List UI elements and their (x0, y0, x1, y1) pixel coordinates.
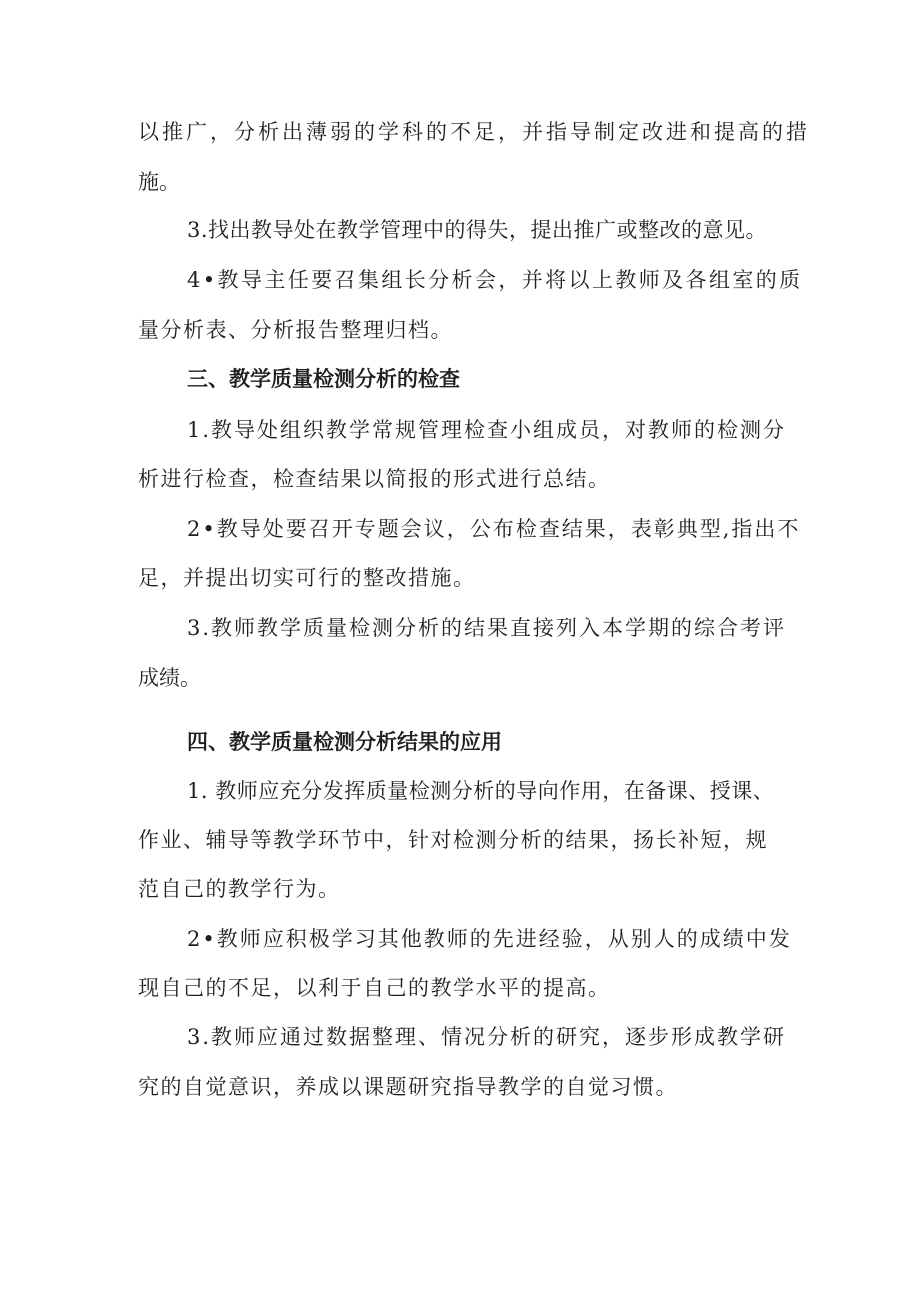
text-line: 成绩。 (138, 666, 201, 690)
text-line: 1.教导处组织教学常规管理检查小组成员，对教师的检测分 (187, 418, 787, 442)
text-line: 足，并提出切实可行的整改措施。 (138, 566, 476, 590)
text-line: 究的自觉意识，养成以课题研究指导教学的自觉习惯。 (138, 1075, 678, 1099)
text-line: 量分析表、分析报告整理归档。 (138, 318, 453, 342)
text-line: 3.教师教学质量检测分析的结果直接列入本学期的综合考评 (187, 616, 787, 640)
text-line: 2•教导处要召开专题会议，公布检查结果，表彰典型,指出不 (187, 517, 801, 541)
text-line: 3.教师应通过数据整理、情况分析的研究，逐步形成教学研 (187, 1025, 787, 1049)
text-line: 范自己的教学行为。 (138, 877, 341, 901)
text-line: 作业、辅导等教学环节中，针对检测分析的结果，扬长补短，规 (138, 828, 768, 852)
section-heading: 三、教学质量检测分析的检查 (187, 367, 460, 391)
text-line: 以推广，分析出薄弱的学科的不足，并指导制定改进和提高的措 (138, 120, 810, 144)
text-line: 3.找出教导处在教学管理中的得失，提出推广或整改的意见。 (187, 218, 768, 242)
text-line: 2•教师应积极学习其他教师的先进经验，从别人的成绩中发 (187, 927, 792, 951)
text-line: 1. 教师应充分发挥质量检测分析的导向作用，在备课、授课、 (187, 779, 775, 803)
section-heading: 四、教学质量检测分析结果的应用 (187, 730, 502, 754)
text-line: 4•教导主任要召集组长分析会，并将以上教师及各组室的质 (187, 268, 803, 292)
text-line: 析进行检查，检查结果以简报的形式进行总结。 (138, 467, 611, 491)
text-line: 施。 (138, 170, 180, 194)
text-line: 现自己的不足，以利于自己的教学水平的提高。 (138, 976, 611, 1000)
